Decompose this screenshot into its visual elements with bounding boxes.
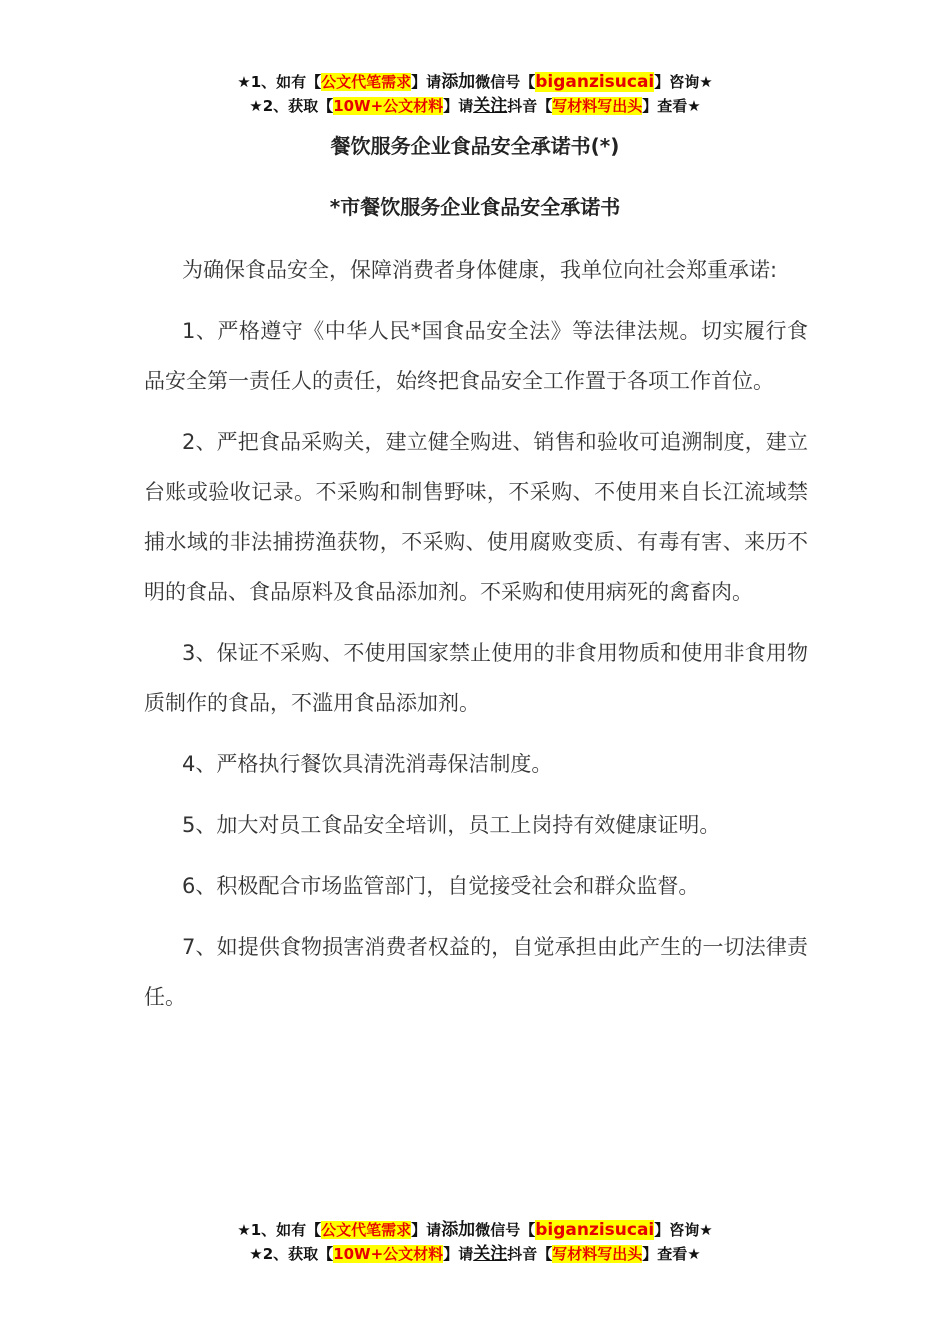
banner-text: 】查看★: [642, 97, 701, 115]
banner-top: [0, 70, 950, 118]
banner-line-2: [0, 94, 950, 118]
document-body: [144, 245, 808, 1033]
banner-highlight: 10W+公文材料: [333, 97, 444, 115]
paragraph-item-6: 6、积极配合市场监管部门，自觉接受社会和群众监督。: [182, 874, 700, 898]
banner-emphasis: 添加: [441, 72, 476, 92]
document-subtitle: *市餐饮服务企业食品安全承诺书: [329, 195, 621, 219]
banner-highlight: 写材料写出头: [552, 1245, 643, 1263]
banner-text: 微信号【: [475, 1221, 536, 1239]
banner-text: 微信号【: [475, 73, 536, 91]
banner-text: 抖音【: [507, 97, 553, 115]
document-title: 餐饮服务企业食品安全承诺书(*): [330, 134, 620, 158]
banner-text: 】请: [443, 1245, 474, 1263]
banner-text: ★1、如有【: [237, 73, 322, 91]
banner-text: ★1、如有【: [237, 1221, 322, 1239]
banner-text: 】请: [411, 1221, 442, 1239]
banner-emphasis: 关注: [473, 1244, 508, 1264]
banner-highlight: biganzisucai: [535, 72, 655, 92]
paragraph-item-3: 3、保证不采购、不使用国家禁止使用的非食用物质和使用非食用物质制作的食品，不滥用食品添加剂。: [144, 641, 808, 715]
paragraph-intro: 为确保食品安全，保障消费者身体健康，我单位向社会郑重承诺:: [182, 258, 778, 282]
banner-line-1: [0, 70, 950, 94]
paragraph-item-7: 7、如提供食物损害消费者权益的，自觉承担由此产生的一切法律责任。: [144, 935, 808, 1009]
paragraph-item-1: 1、严格遵守《中华人民*国食品安全法》等法律法规。切实履行食品安全第一责任人的责任，始终把食品安全工作置于各项工作首位。: [144, 319, 808, 393]
banner-text: ★2、获取【: [249, 97, 334, 115]
banner-line-2: [0, 1242, 950, 1266]
banner-text: 】查看★: [642, 1245, 701, 1263]
banner-text: 】请: [443, 97, 474, 115]
banner-highlight: 公文代笔需求: [321, 73, 412, 91]
banner-emphasis: 关注: [473, 96, 508, 116]
banner-text: 】咨询★: [654, 1221, 713, 1239]
banner-text: 】请: [411, 73, 442, 91]
banner-highlight: 公文代笔需求: [321, 1221, 412, 1239]
banner-highlight: 10W+公文材料: [333, 1245, 444, 1263]
banner-line-1: [0, 1218, 950, 1242]
paragraph-item-5: 5、加大对员工食品安全培训，员工上岗持有效健康证明。: [182, 813, 721, 837]
paragraph-item-4: 4、严格执行餐饮具清洗消毒保洁制度。: [182, 752, 553, 776]
banner-text: 】咨询★: [654, 73, 713, 91]
banner-highlight: 写材料写出头: [552, 97, 643, 115]
paragraph-item-2: 2、严把食品采购关，建立健全购进、销售和验收可追溯制度，建立台账或验收记录。不采购和制售野味，不采购、不使用来自长江流域禁捕水域的非法捕捞渔获物，不采购、使用腐败变质、有毒有害、来历不明的食品、食品原料及食品添加剂。不采购和使用病死的禽畜肉。: [144, 430, 808, 604]
banner-text: 抖音【: [507, 1245, 553, 1263]
banner-bottom: [0, 1218, 950, 1266]
banner-text: ★2、获取【: [249, 1245, 334, 1263]
banner-emphasis: 添加: [441, 1220, 476, 1240]
banner-highlight: biganzisucai: [535, 1220, 655, 1240]
